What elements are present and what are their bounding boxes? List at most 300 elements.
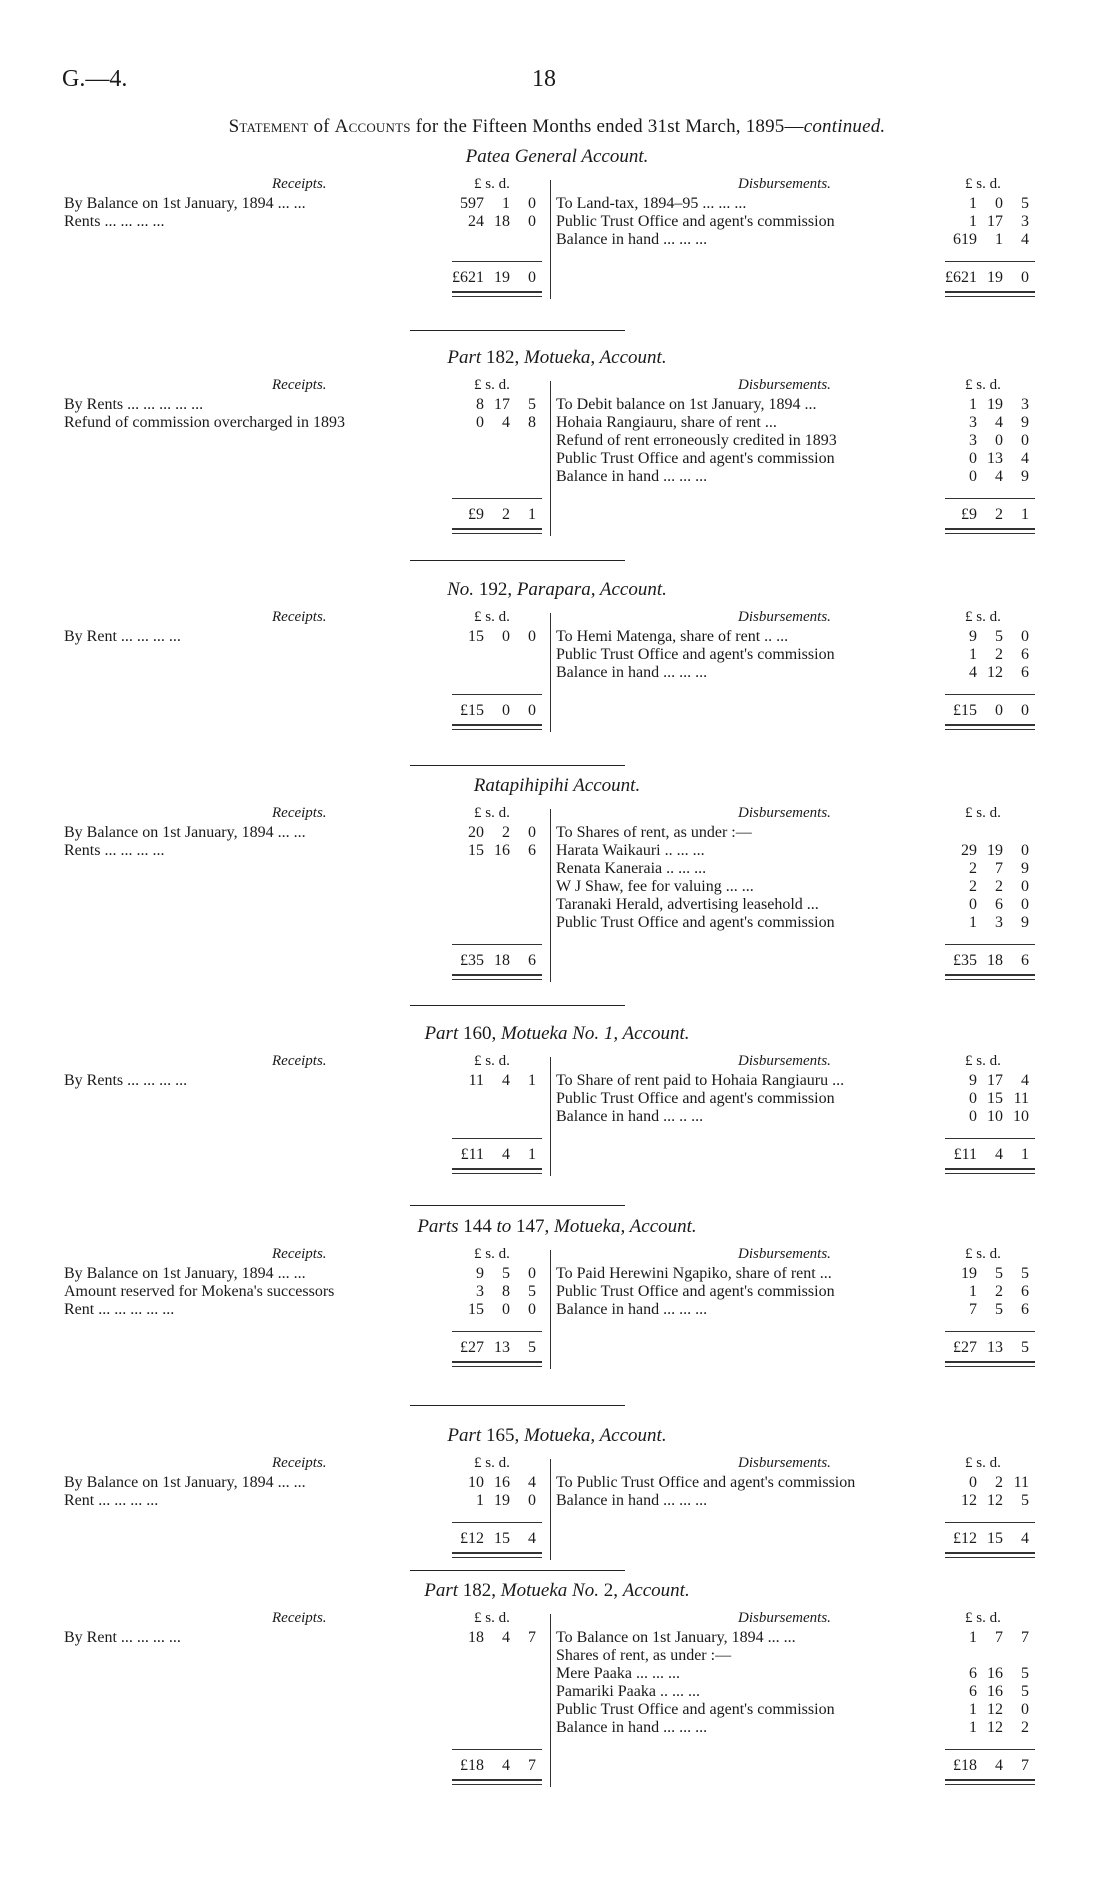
receipts-heading: Receipts. [272,1610,327,1626]
disbursement-line: Balance in hand ... ... ... [556,231,708,248]
disbursement-amount-shillings: 4 [995,468,1003,485]
disbursements-lsd-header: £ s. d. [965,1246,1001,1262]
account-title-part: Motueka, Account. [523,347,667,368]
disbursements-total-pounds: £9 [961,506,977,523]
disbursement-line: To Share of rent paid to Hohaia Rangiauru ... [556,1072,845,1089]
disbursement-amount-pounds: 6 [969,1683,977,1700]
disbursement-line: Pamariki Paaka .. ... ... [556,1683,700,1700]
receipts-total-pence: 5 [528,1339,536,1356]
disbursements-total-shillings: 0 [995,702,1003,719]
receipt-amount-pence: 5 [528,396,536,413]
receipts-lsd-header: £ s. d. [474,1246,510,1262]
receipt-amount-pounds: 0 [476,414,484,431]
disbursement-amount [941,896,1029,914]
disbursement-amount-shillings: 13 [987,450,1003,467]
disbursement-amount [941,432,1029,450]
disbursements-total-shillings: 4 [995,1146,1003,1163]
disbursements-lsd-header: £ s. d. [965,176,1001,192]
disbursement-amount-pounds: 619 [953,231,977,248]
receipt-line: By Rent ... ... ... ... [64,1629,181,1646]
receipt-amount [448,396,536,414]
receipt-amount-shillings: 8 [502,1283,510,1300]
disbursement-amount-pence: 10 [1013,1108,1029,1125]
section-divider [410,1005,625,1006]
receipts-sum-rule [452,944,542,945]
receipts-total-pence: 7 [528,1757,536,1774]
receipt-amount [448,213,536,231]
disbursements-total-shillings: 15 [987,1530,1003,1547]
account-title-part: Parts [417,1216,459,1237]
account-title-part: Ratapihipihi Account. [473,775,641,796]
receipts-total-shillings: 4 [502,1757,510,1774]
receipt-line: By Balance on 1st January, 1894 ... ... [64,1474,306,1491]
disbursement-line: Balance in hand ... ... ... [556,468,708,485]
disbursement-amount-pounds: 9 [969,1072,977,1089]
disbursement-amount-pounds: 29 [961,842,977,859]
disbursement-line: To Public Trust Office and agent's commission [556,1474,856,1491]
receipts-total-rule [452,1779,542,1785]
receipt-amount-pounds: 20 [468,824,484,841]
disbursement-amount-pence: 6 [1021,1301,1029,1318]
receipt-amount-shillings: 18 [494,213,510,230]
receipt-line: By Balance on 1st January, 1894 ... ... [64,824,306,841]
disbursement-amount-pounds: 3 [969,432,977,449]
disbursement-amount-pounds: 19 [961,1265,977,1282]
receipts-total-rule [452,528,542,534]
disbursement-amount-pounds: 12 [961,1492,977,1509]
receipts-total [448,1530,536,1548]
disbursement-amount [941,628,1029,646]
receipts-sum-rule [452,1331,542,1332]
disbursements-total-pounds: £621 [945,269,977,286]
disbursement-amount-pence: 2 [1021,1719,1029,1736]
account-title [0,146,1114,168]
account-title-part: Part [447,347,482,368]
disbursement-amount [941,1647,1029,1665]
disbursement-amount-shillings: 12 [987,1492,1003,1509]
disbursement-amount-shillings: 4 [995,414,1003,431]
account-title-part: 182, [458,1580,501,1601]
disbursement-amount-shillings: 19 [987,396,1003,413]
receipts-lsd-header: £ s. d. [474,176,510,192]
receipts-sum-rule [452,1138,542,1139]
receipts-total-pence: 4 [528,1530,536,1547]
title-rest: for the Fifteen Months ended 31st March, 1895— [410,116,804,137]
disbursements-heading: Disbursements. [738,377,831,393]
account-title [0,775,1114,797]
disbursement-line: Public Trust Office and agent's commission [556,213,835,230]
column-separator [550,1614,551,1787]
receipts-total [448,506,536,524]
account-title-part: 160, [458,1023,501,1044]
disbursement-amount-shillings: 3 [995,914,1003,931]
account-section [0,1580,1114,1780]
disbursement-amount-pence: 9 [1021,414,1029,431]
disbursement-line: Public Trust Office and agent's commission [556,450,835,467]
disbursement-amount-shillings: 19 [987,842,1003,859]
disbursement-amount-pence: 5 [1021,1492,1029,1509]
account-title-part: 165, [481,1425,524,1446]
receipts-total-shillings: 18 [494,952,510,969]
receipts-total-pounds: £9 [468,506,484,523]
disbursement-amount-pence: 0 [1021,842,1029,859]
disbursement-amount-pounds: 0 [969,1108,977,1125]
disbursement-amount-shillings: 16 [987,1683,1003,1700]
disbursement-amount-shillings: 5 [995,628,1003,645]
disbursements-total-rule [945,1361,1035,1367]
receipt-amount-shillings: 16 [494,1474,510,1491]
account-title-part: to [496,1216,512,1237]
disbursement-line: Taranaki Herald, advertising leasehold ... [556,896,819,913]
disbursements-total-rule [945,974,1035,980]
disbursements-sum-rule [945,498,1035,499]
receipt-amount [448,195,536,213]
disbursement-line: Public Trust Office and agent's commission [556,646,835,663]
disbursements-total-pence: 0 [1021,702,1029,719]
account-title-part: Patea General Account. [465,146,649,167]
disbursement-line: Mere Paaka ... ... ... [556,1665,680,1682]
disbursement-line: Renata Kaneraia .. ... ... [556,860,707,877]
receipts-lsd-header: £ s. d. [474,1455,510,1471]
account-title [0,1023,1114,1045]
receipts-total-pounds: £18 [460,1757,484,1774]
account-section [0,1216,1114,1416]
statement-title [0,116,1114,138]
receipt-amount-pence: 0 [528,1265,536,1282]
disbursement-amount-pence: 6 [1021,1283,1029,1300]
disbursement-amount [941,860,1029,878]
disbursements-sum-rule [945,1749,1035,1750]
column-separator [550,613,551,732]
disbursement-amount-pence: 4 [1021,231,1029,248]
receipt-line: By Rents ... ... ... ... [64,1072,188,1089]
disbursements-sum-rule [945,1138,1035,1139]
receipt-amount-shillings: 17 [494,396,510,413]
account-section [0,146,1114,346]
disbursement-line: Balance in hand ... ... ... [556,1301,708,1318]
receipt-line: Rent ... ... ... ... [64,1492,159,1509]
receipts-total-pence: 1 [528,1146,536,1163]
disbursements-total-rule [945,1779,1035,1785]
receipts-heading: Receipts. [272,805,327,821]
disbursement-line: Public Trust Office and agent's commission [556,1701,835,1718]
disbursement-amount-pence: 3 [1021,213,1029,230]
receipts-total-pence: 6 [528,952,536,969]
disbursement-amount-shillings: 5 [995,1301,1003,1318]
receipt-amount-pence: 0 [528,628,536,645]
column-separator [550,809,551,982]
account-title-part: No. [447,579,475,600]
disbursement-amount [941,878,1029,896]
disbursement-line: To Debit balance on 1st January, 1894 ... [556,396,817,413]
receipts-total-pence: 1 [528,506,536,523]
disbursement-amount [941,414,1029,432]
disbursements-total [941,1339,1029,1357]
receipt-amount-shillings: 16 [494,842,510,859]
receipt-amount [448,1474,536,1492]
disbursements-sum-rule [945,944,1035,945]
receipt-amount-pounds: 15 [468,628,484,645]
receipts-total-pence: 0 [528,269,536,286]
receipt-amount [448,1629,536,1647]
receipt-line: By Rents ... ... ... ... ... [64,396,204,413]
account-title [0,1425,1114,1447]
receipt-amount-pounds: 3 [476,1283,484,1300]
disbursement-amount-shillings: 12 [987,1701,1003,1718]
disbursement-amount [941,824,1029,842]
disbursements-total-shillings: 13 [987,1339,1003,1356]
disbursements-total-pence: 6 [1021,952,1029,969]
account-title-part: Part [447,1425,482,1446]
receipt-amount-pounds: 15 [468,842,484,859]
receipt-amount-pounds: 1 [476,1492,484,1509]
receipts-heading: Receipts. [272,1246,327,1262]
account-section [0,347,1114,547]
disbursement-amount-shillings: 0 [995,432,1003,449]
disbursement-amount-pounds: 1 [969,914,977,931]
disbursement-amount [941,1108,1029,1126]
account-title [0,1580,1114,1602]
disbursement-amount [941,195,1029,213]
disbursement-line: Refund of rent erroneously credited in 1893 [556,432,837,449]
disbursements-heading: Disbursements. [738,1053,831,1069]
disbursement-amount-pence: 9 [1021,860,1029,877]
disbursement-line: Shares of rent, as under :— [556,1647,732,1664]
disbursement-amount [941,1283,1029,1301]
disbursement-amount-pence: 3 [1021,396,1029,413]
disbursement-line: Public Trust Office and agent's commission [556,1283,835,1300]
disbursement-amount [941,1072,1029,1090]
disbursement-line: Public Trust Office and agent's commission [556,914,835,931]
disbursement-line: To Hemi Matenga, share of rent .. ... [556,628,789,645]
disbursements-total-pence: 4 [1021,1530,1029,1547]
disbursement-amount-pounds: 0 [969,1090,977,1107]
disbursement-amount [941,914,1029,932]
receipts-total [448,702,536,720]
disbursements-sum-rule [945,694,1035,695]
disbursements-total [941,1757,1029,1775]
disbursement-amount-pence: 11 [1013,1090,1029,1107]
disbursement-amount-pence: 0 [1021,896,1029,913]
disbursement-amount [941,1492,1029,1510]
page-number: 18 [532,66,556,92]
disbursement-amount-pounds: 1 [969,195,977,212]
account-title [0,1216,1114,1238]
disbursement-amount-pounds: 7 [969,1301,977,1318]
disbursements-total-pounds: £11 [953,1146,977,1163]
disbursement-amount-pence: 0 [1021,432,1029,449]
column-separator [550,1459,551,1560]
disbursement-amount [941,213,1029,231]
receipts-total-shillings: 13 [494,1339,510,1356]
receipt-amount-pence: 4 [528,1474,536,1491]
disbursement-amount-shillings: 0 [995,195,1003,212]
disbursements-total-pounds: £12 [953,1530,977,1547]
receipts-heading: Receipts. [272,377,327,393]
receipts-total-rule [452,1361,542,1367]
disbursements-lsd-header: £ s. d. [965,377,1001,393]
account-title [0,579,1114,601]
disbursements-total-pence: 1 [1021,506,1029,523]
disbursements-total-pounds: £27 [953,1339,977,1356]
disbursement-amount-shillings: 6 [995,896,1003,913]
receipt-amount-pounds: 597 [460,195,484,212]
receipt-line: Rents ... ... ... ... [64,842,165,859]
receipt-amount-pence: 0 [528,1492,536,1509]
receipt-amount-shillings: 2 [502,824,510,841]
account-section [0,579,1114,779]
disbursements-lsd-header: £ s. d. [965,609,1001,625]
disbursement-amount-pence: 4 [1021,450,1029,467]
section-divider [410,1205,625,1206]
disbursement-amount-shillings: 2 [995,1474,1003,1491]
disbursement-amount [941,1090,1029,1108]
receipt-amount [448,1283,536,1301]
account-title-part: 147, [511,1216,555,1237]
receipts-heading: Receipts. [272,609,327,625]
receipt-amount-shillings: 4 [502,414,510,431]
receipts-sum-rule [452,694,542,695]
disbursement-amount [941,1665,1029,1683]
disbursement-amount-pounds: 1 [969,646,977,663]
disbursements-total-pounds: £35 [953,952,977,969]
account-title-part: 182, [481,347,524,368]
disbursements-heading: Disbursements. [738,176,831,192]
disbursements-heading: Disbursements. [738,805,831,821]
disbursements-heading: Disbursements. [738,609,831,625]
account-title-part: 2, [598,1580,623,1601]
disbursements-lsd-header: £ s. d. [965,805,1001,821]
disbursements-total-rule [945,528,1035,534]
receipts-sum-rule [452,1749,542,1750]
disbursement-amount-pence: 6 [1021,664,1029,681]
receipt-amount [448,1301,536,1319]
receipt-amount [448,414,536,432]
disbursements-total [941,269,1029,287]
disbursement-line: To Balance on 1st January, 1894 ... ... [556,1629,796,1646]
disbursements-total-rule [945,1168,1035,1174]
disbursement-amount-pence: 5 [1021,1265,1029,1282]
section-divider [410,1405,625,1406]
disbursements-heading: Disbursements. [738,1610,831,1626]
receipts-lsd-header: £ s. d. [474,377,510,393]
disbursements-total-pence: 1 [1021,1146,1029,1163]
page-identifier: G.—4. [62,66,128,92]
disbursement-amount-pounds: 0 [969,468,977,485]
receipts-lsd-header: £ s. d. [474,1053,510,1069]
receipt-amount-pounds: 24 [468,213,484,230]
disbursements-total-pence: 7 [1021,1757,1029,1774]
section-divider [410,560,625,561]
account-title-part: Motueka, Account. [554,1216,697,1237]
receipt-line: Refund of commission overcharged in 1893 [64,414,345,431]
receipts-total-rule [452,724,542,730]
receipt-amount-shillings: 19 [494,1492,510,1509]
column-separator [550,1250,551,1369]
disbursement-amount-pounds: 2 [969,860,977,877]
receipts-total [448,1339,536,1357]
disbursement-amount-pounds: 1 [969,1629,977,1646]
disbursements-total [941,1530,1029,1548]
receipts-total [448,952,536,970]
receipt-amount-shillings: 0 [502,1301,510,1318]
disbursement-line: W J Shaw, fee for valuing ... ... [556,878,754,895]
account-title-part: Part [424,1023,459,1044]
disbursement-amount-shillings: 12 [987,1719,1003,1736]
disbursement-amount [941,1683,1029,1701]
disbursement-amount-pounds: 1 [969,396,977,413]
disbursement-amount-pounds: 3 [969,414,977,431]
disbursement-line: Balance in hand ... ... ... [556,1492,708,1509]
disbursements-total-rule [945,724,1035,730]
disbursements-sum-rule [945,1522,1035,1523]
disbursement-amount-pounds: 2 [969,878,977,895]
receipts-lsd-header: £ s. d. [474,1610,510,1626]
receipt-line: Amount reserved for Mokena's successors [64,1283,335,1300]
receipt-amount-pounds: 10 [468,1474,484,1491]
receipt-amount-shillings: 1 [502,195,510,212]
disbursement-amount [941,842,1029,860]
account-title-part: Motueka, Account. [523,1425,667,1446]
disbursement-amount [941,396,1029,414]
receipts-heading: Receipts. [272,1455,327,1471]
account-title-part: Part [424,1580,459,1601]
disbursement-line: To Shares of rent, as under :— [556,824,752,841]
receipts-lsd-header: £ s. d. [474,805,510,821]
receipt-line: By Rent ... ... ... ... [64,628,181,645]
disbursement-amount-pounds: 1 [969,213,977,230]
receipt-amount-pence: 0 [528,824,536,841]
disbursement-amount-shillings: 12 [987,664,1003,681]
receipt-amount [448,628,536,646]
disbursement-amount-pounds: 9 [969,628,977,645]
disbursement-amount-shillings: 1 [995,231,1003,248]
disbursements-sum-rule [945,261,1035,262]
receipt-amount-pence: 1 [528,1072,536,1089]
receipt-amount-pence: 5 [528,1283,536,1300]
disbursement-amount [941,1701,1029,1719]
disbursement-amount-shillings: 2 [995,1283,1003,1300]
disbursement-line: To Land-tax, 1894–95 ... ... ... [556,195,747,212]
disbursement-amount-pounds: 0 [969,896,977,913]
account-title-part: Parapara, Account. [516,579,667,600]
receipt-amount [448,824,536,842]
section-divider [410,1570,625,1571]
disbursement-amount [941,468,1029,486]
receipt-amount-pence: 7 [528,1629,536,1646]
receipt-amount-shillings: 4 [502,1629,510,1646]
disbursements-total [941,952,1029,970]
receipt-line: Rents ... ... ... ... [64,213,165,230]
receipts-total-pounds: £621 [452,269,484,286]
title-word: Accounts [334,116,411,137]
disbursements-total-pounds: £18 [953,1757,977,1774]
receipt-line: By Balance on 1st January, 1894 ... ... [64,1265,306,1282]
disbursement-amount [941,1474,1029,1492]
column-separator [550,180,551,299]
receipts-total-rule [452,1552,542,1558]
receipts-total-pence: 0 [528,702,536,719]
disbursements-total-shillings: 18 [987,952,1003,969]
disbursement-amount [941,1301,1029,1319]
disbursement-line: Balance in hand ... ... ... [556,664,708,681]
title-prefix: Statement [228,116,309,137]
disbursement-amount-pounds: 1 [969,1701,977,1718]
disbursement-amount-shillings: 2 [995,646,1003,663]
receipts-sum-rule [452,498,542,499]
disbursement-amount-pence: 5 [1021,1665,1029,1682]
receipts-total-rule [452,1168,542,1174]
